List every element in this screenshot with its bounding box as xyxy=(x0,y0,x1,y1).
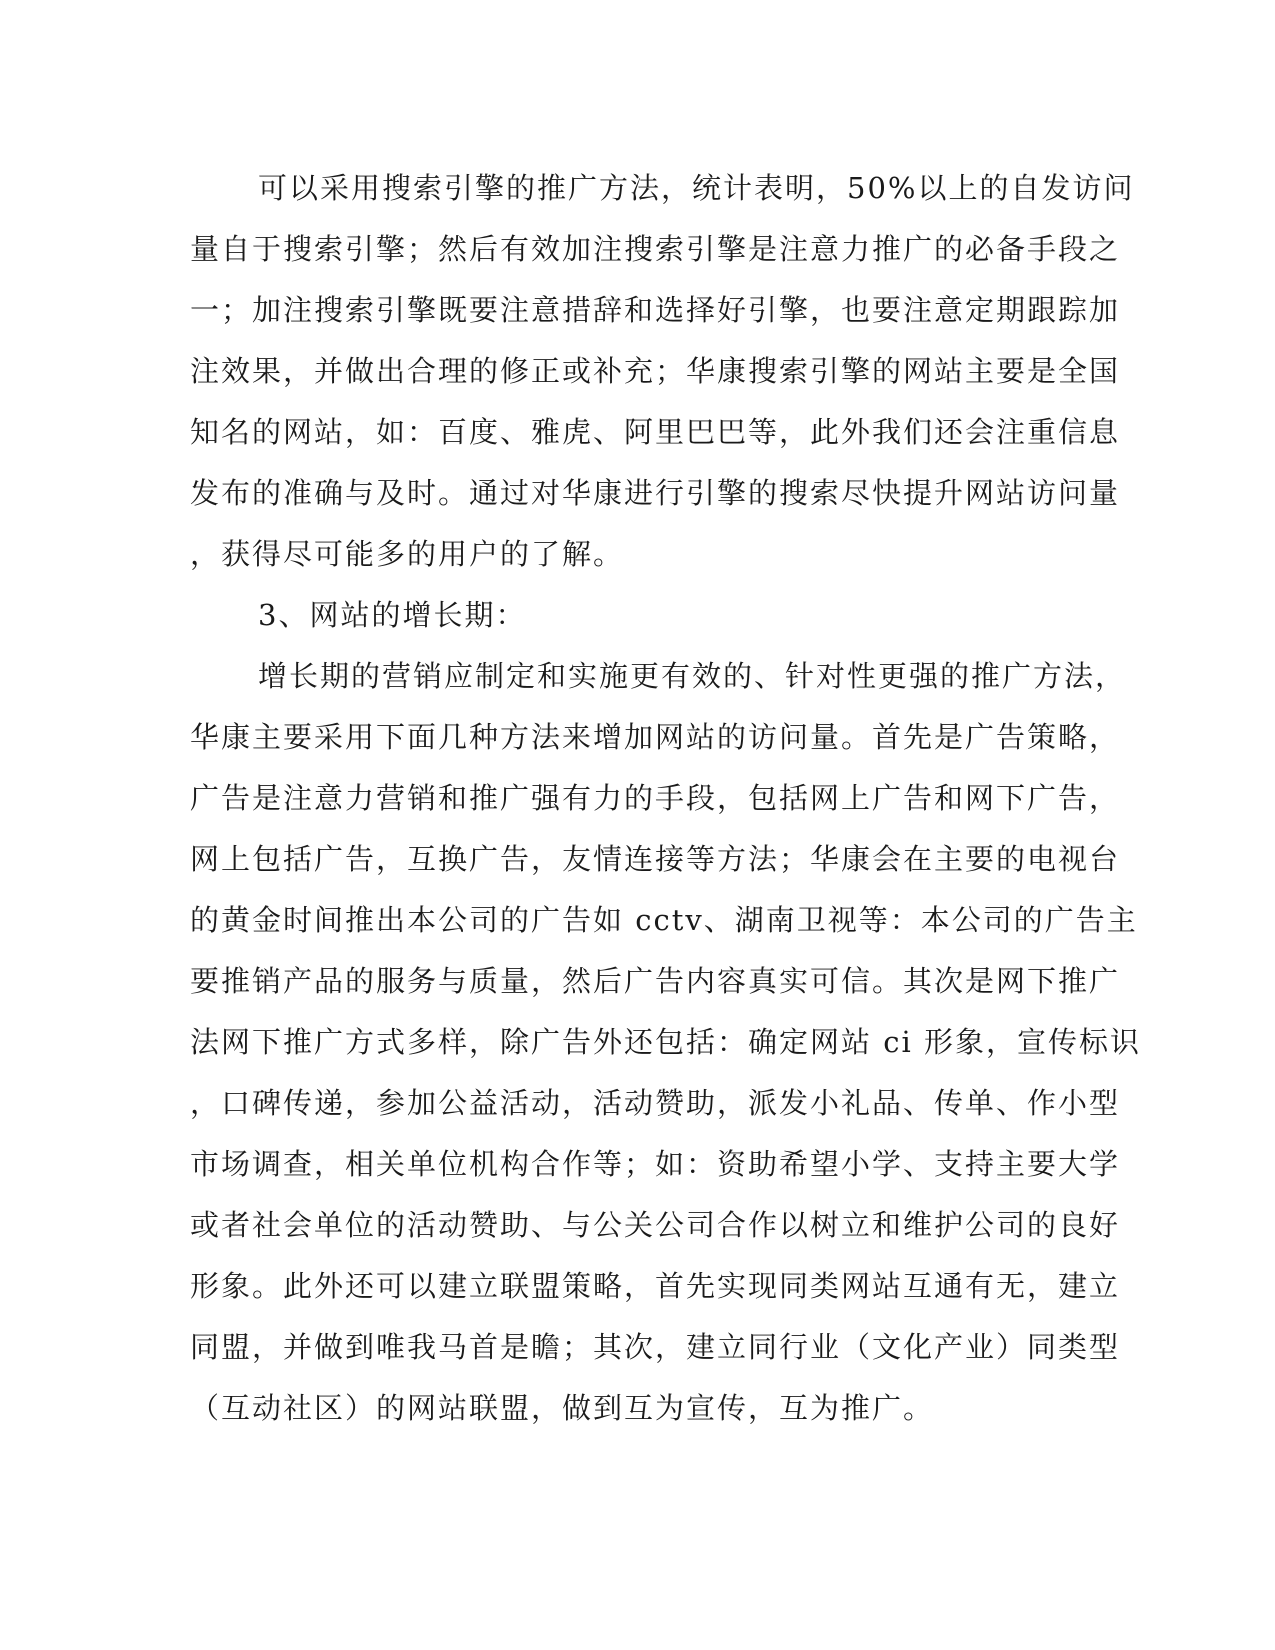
paragraph-2-line-11: 形象。此外还可以建立联盟策略，首先实现同类网站互通有无，建立 xyxy=(190,1269,1121,1303)
paragraph-1-line-4: 注效果，并做出合理的修正或补充；华康搜索引擎的网站主要是全国 xyxy=(190,354,1121,388)
paragraph-2-line-8: ，口碑传递，参加公益活动，活动赞助，派发小礼品、传单、作小型 xyxy=(190,1086,1121,1120)
paragraph-2-line-10: 或者社会单位的活动赞助、与公关公司合作以树立和维护公司的良好 xyxy=(190,1208,1121,1242)
paragraph-1-line-3: 一；加注搜索引擎既要注意措辞和选择好引擎，也要注意定期跟踪加 xyxy=(190,293,1121,327)
paragraph-2-line-4: 网上包括广告，互换广告，友情连接等方法；华康会在主要的电视台 xyxy=(190,842,1121,876)
paragraph-2-line-1: 增长期的营销应制定和实施更有效的、针对性更强的推广方法， xyxy=(258,659,1127,693)
paragraph-1-line-2: 量自于搜索引擎；然后有效加注搜索引擎是注意力推广的必备手段之 xyxy=(190,232,1121,266)
paragraph-2-line-6: 要推销产品的服务与质量，然后广告内容真实可信。其次是网下推广 xyxy=(190,964,1121,998)
paragraph-1-line-7: ，获得尽可能多的用户的了解。 xyxy=(190,537,625,571)
paragraph-1-line-6: 发布的准确与及时。通过对华康进行引擎的搜索尽快提升网站访问量 xyxy=(190,476,1121,510)
paragraph-2-line-12: 同盟，并做到唯我马首是瞻；其次，建立同行业（文化产业）同类型 xyxy=(190,1330,1121,1364)
paragraph-2-line-2: 华康主要采用下面几种方法来增加网站的访问量。首先是广告策略， xyxy=(190,720,1121,754)
paragraph-2-line-9: 市场调查，相关单位机构合作等；如：资助希望小学、支持主要大学 xyxy=(190,1147,1121,1181)
paragraph-2-line-7: 法网下推广方式多样，除广告外还包括：确定网站 ci 形象，宣传标识 xyxy=(190,1025,1141,1059)
paragraph-2-line-3: 广告是注意力营销和推广强有力的手段，包括网上广告和网下广告， xyxy=(190,781,1121,815)
paragraph-2-line-5: 的黄金时间推出本公司的广告如 cctv、湖南卫视等：本公司的广告主 xyxy=(190,903,1138,937)
document-body xyxy=(190,158,1141,1439)
section-heading-3: 3、网站的增长期： xyxy=(258,598,527,632)
paragraph-2-line-13: （互动社区）的网站联盟，做到互为宣传，互为推广。 xyxy=(190,1391,935,1425)
paragraph-1-line-5: 知名的网站，如：百度、雅虎、阿里巴巴等，此外我们还会注重信息 xyxy=(190,415,1121,449)
paragraph-1-line-1: 可以采用搜索引擎的推广方法，统计表明，50%以上的自发访问 xyxy=(258,171,1135,205)
